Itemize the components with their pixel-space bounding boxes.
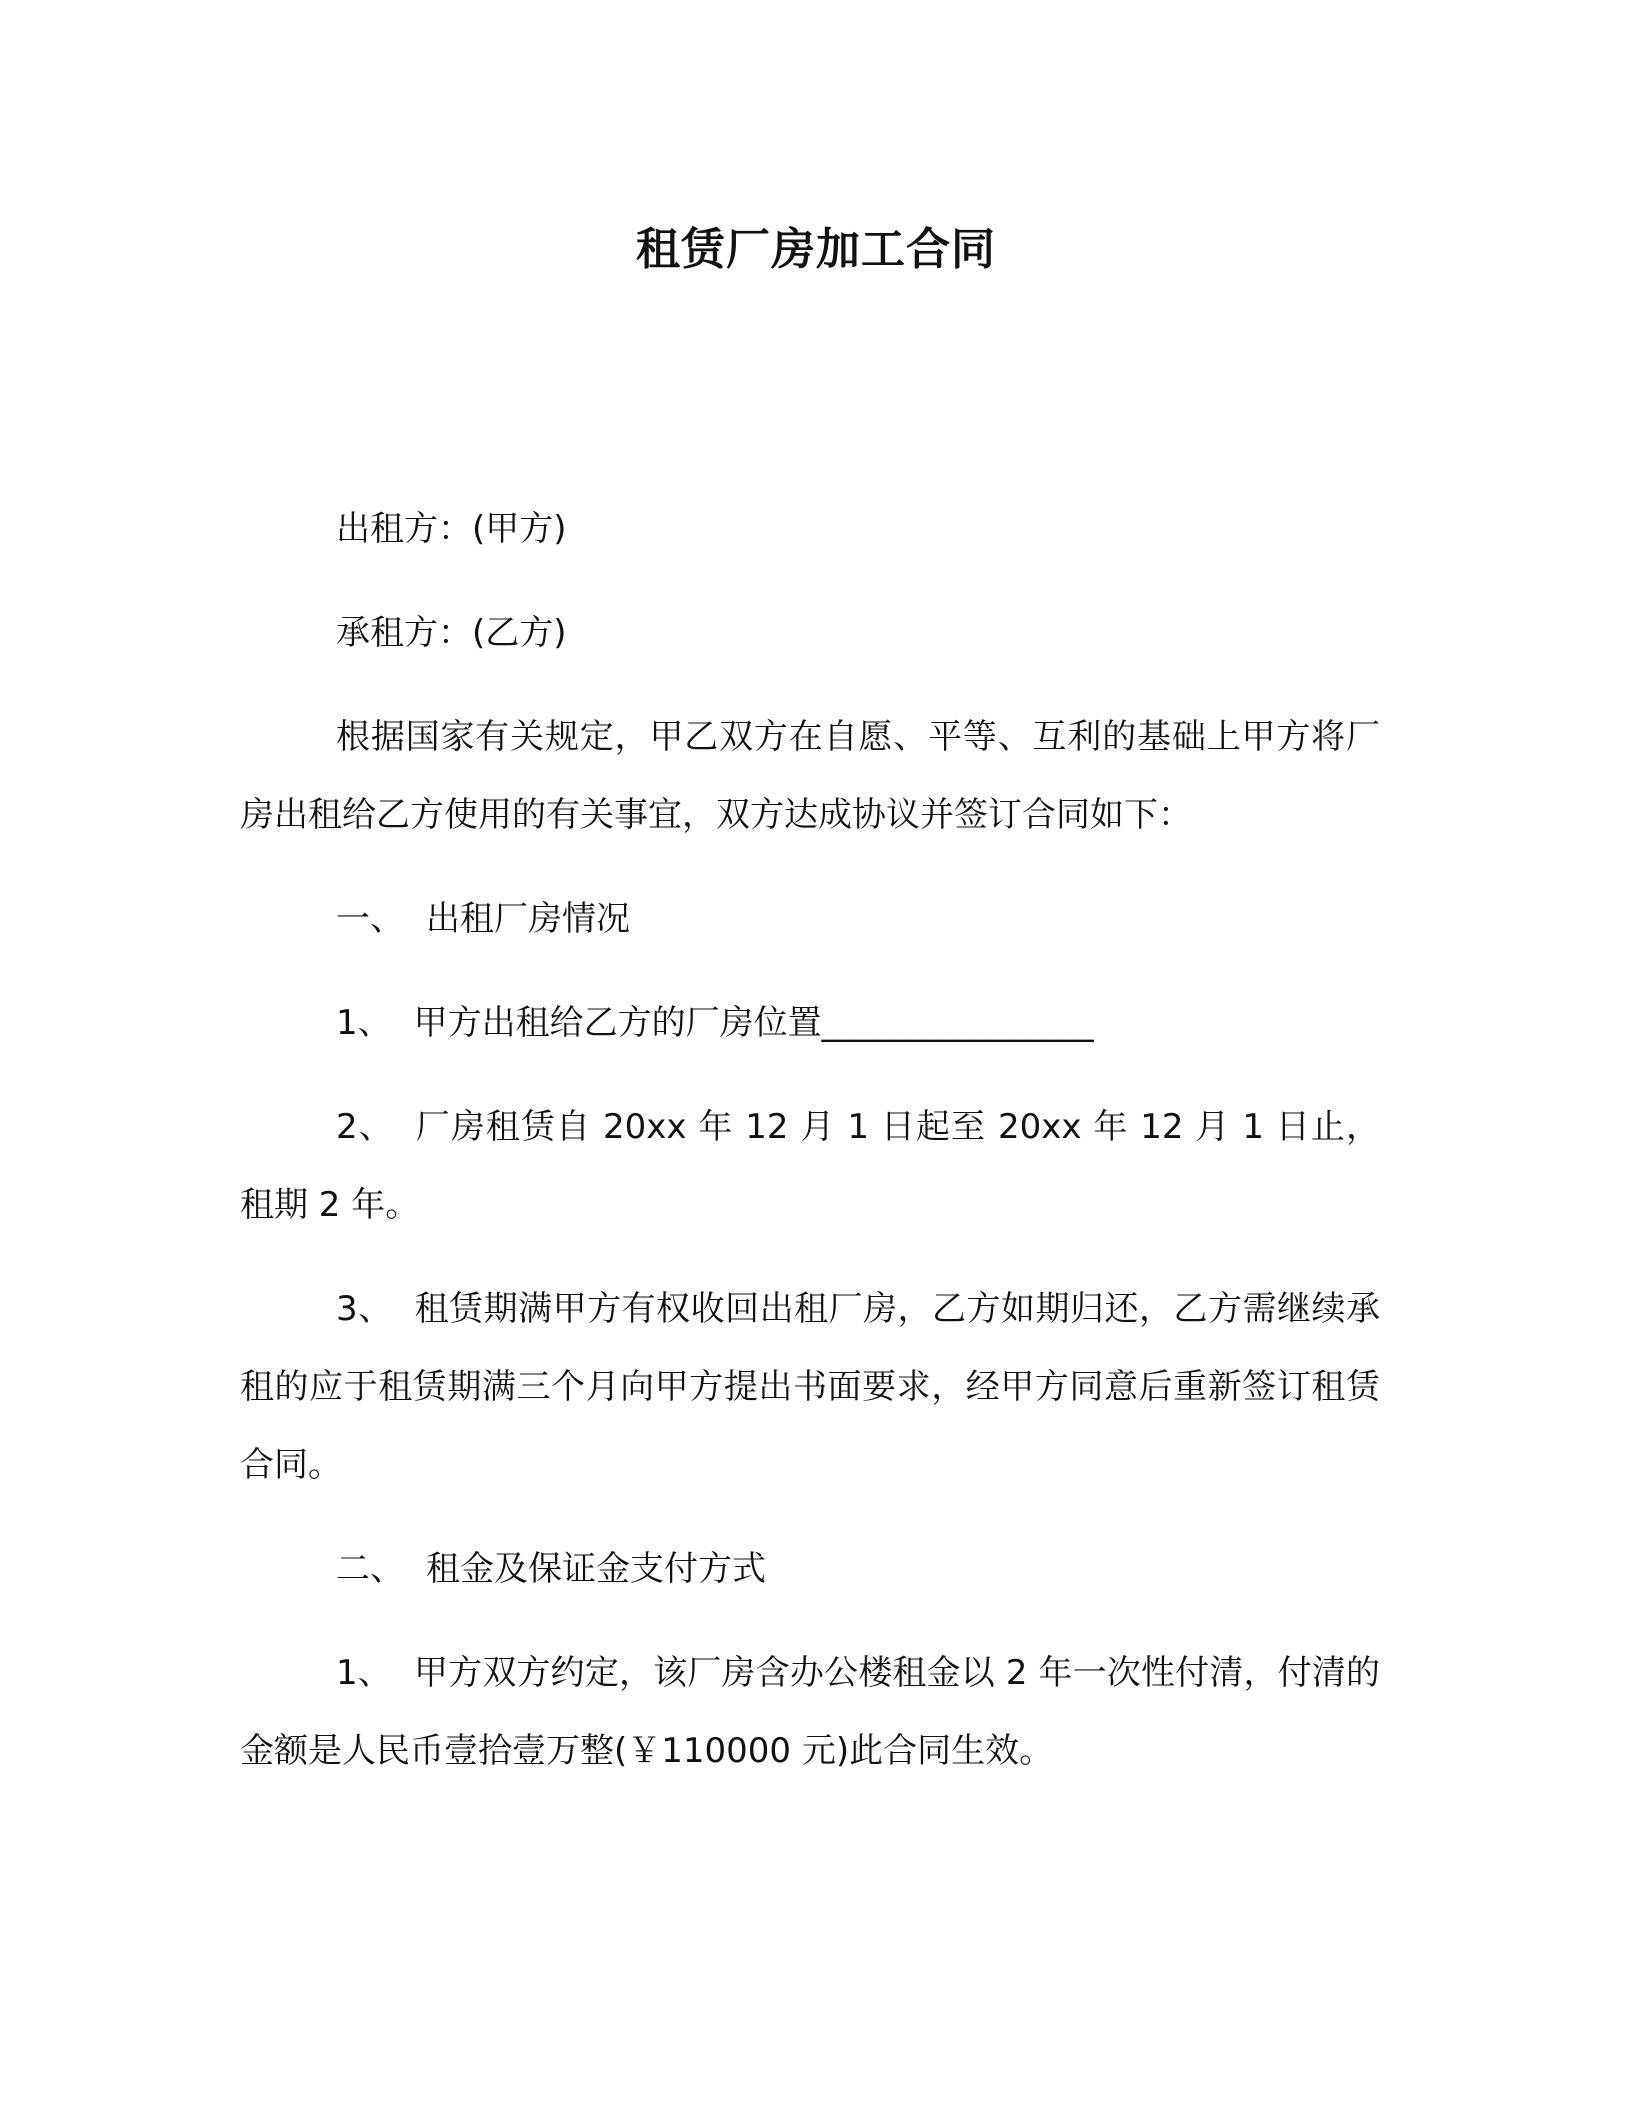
- clause-text: 甲方双方约定，该厂房含办公楼租金以 2 年一次性付清，付清的金额是人民币壹拾壹万整(￥110000 元)此合同生效。: [240, 1653, 1380, 1771]
- section-number: 一、: [336, 899, 404, 939]
- clause-payment: [240, 1634, 1380, 1790]
- document-title: 租赁厂房加工合同: [636, 224, 996, 275]
- section-title: 租金及保证金支付方式: [426, 1549, 766, 1589]
- clause-text: 甲方出租给乙方的厂房位置________________: [413, 1003, 1094, 1043]
- intro-paragraph: [240, 698, 1380, 854]
- clause-text: 厂房租赁自 20xx 年 12 月 1 日起至 20xx 年 12 月 1 日止，租期 2 年。: [240, 1107, 1380, 1225]
- lessee-line: [240, 594, 1380, 672]
- clause-number: 3、: [336, 1289, 393, 1329]
- section-heading-rented-factory: [240, 880, 1380, 958]
- clause-number: 1、: [336, 1653, 392, 1693]
- lessor-line: [240, 490, 1380, 568]
- section-number: 二、: [336, 1549, 404, 1589]
- clause-number: 1、: [336, 1003, 392, 1043]
- clause-renewal: [240, 1270, 1380, 1504]
- clause-text: 租赁期满甲方有权收回出租厂房，乙方如期归还，乙方需继续承租的应于租赁期满三个月向甲方提出书面要求，经甲方同意后重新签订租赁合同。: [240, 1289, 1380, 1485]
- section-heading-rent-payment: [240, 1530, 1380, 1608]
- document-body: [240, 490, 1380, 1816]
- clause-location: [240, 984, 1380, 1062]
- clause-term: [240, 1088, 1380, 1244]
- lessor-text: 出租方：(甲方): [336, 509, 567, 549]
- intro-text: 根据国家有关规定，甲乙双方在自愿、平等、互利的基础上甲方将厂房出租给乙方使用的有关事宜，双方达成协议并签订合同如下：: [240, 717, 1380, 835]
- section-title: 出租厂房情况: [426, 899, 630, 939]
- clause-number: 2、: [336, 1107, 394, 1147]
- lessee-text: 承租方：(乙方): [336, 613, 567, 653]
